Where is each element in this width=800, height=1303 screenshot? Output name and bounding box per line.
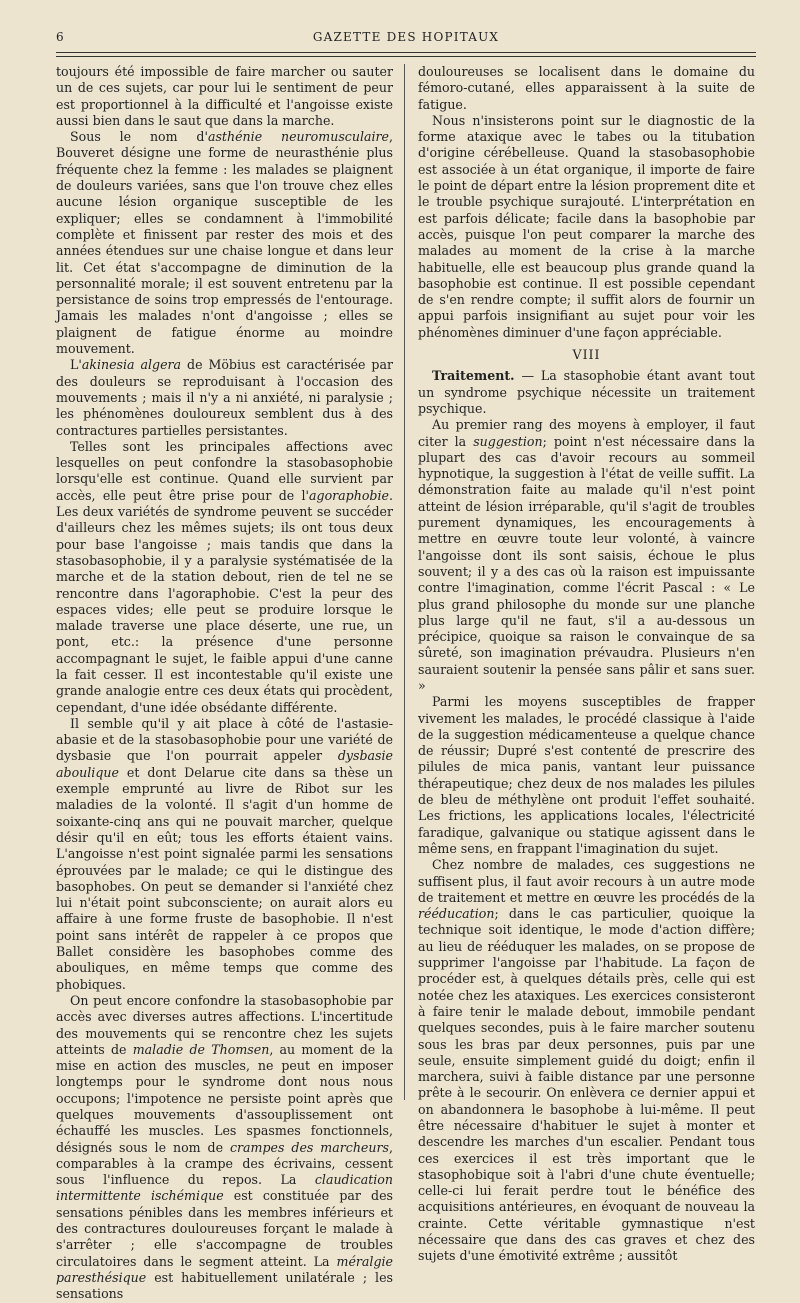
paragraph: Sous le nom d'asthénie neuromusculaire, Bouveret désigne une forme de neurasthénie plus fréquente chez la femme : les malades se plaignent de douleurs variées, sans que l'on trouve chez elles aucune lésion organique susceptible de les expliquer; elles se condamnent à l'immobilité complète et finissent par rester des mois et des années étendues sur une chaise longue et dans leur lit. Cet état s'accompagne de diminution de la personnalité morale; il est souvent entretenu par la persistance de soins trop empressés de l'entourage. Jamais les malades n'ont d'angoisse ; elles se plaignent de fatigue énorme au moindre mouvement. [56, 129, 393, 357]
paragraph: toujours été impossible de faire marcher ou sauter un de ces sujets, car pour lui le sentiment de peur est proportionnel à la difficulté et l'angoisse existe aussi bien dans le saut que dans la marche. [56, 64, 393, 128]
paragraph: Il semble qu'il y ait place à côté de l'astasie-abasie et de la stasobasophobie pour une variété de dysbasie que l'on pourrait appeler dysbasie aboulique et dont Delarue cite dans sa thèse un exemple emprunté au livre de Ribot sur les maladies de la volonté. Il s'agit d'un homme de soixante-cinq ans qui ne pouvait marcher, quelque désir qu'il en eût; tous les efforts étaient vains. L'angoisse n'est point signalée parmi les sensations éprouvées par le malade; ce qui le distingue des basophobes. On peut se demander si l'anxiété chez lui n'était point subconsciente; on aurait alors eu affaire à une forme fruste de basophobie. Il n'est point sans intérêt de rappeler à ce propos que Ballet considère les basophobes comme des abouliques, en même temps que comme des phobiques. [56, 715, 393, 992]
paragraph: Chez nombre de malades, ces suggestions ne suffisent plus, il faut avoir recours à un autre mode de traitement et mettre en œuvre les procédés de la rééducation; dans le cas particulier, quoique la technique soit identique, le mode d'action diffère; au lieu de rééduquer les malades, on se propose de supprimer l'angoisse par l'habitude. La façon de procéder est, à quelques détails près, celle qui est notée chez les ataxiques. Les exercices consisteront à faire tenir le malade debout, immobile pendant quelques secondes, puis à le faire marcher soutenu sous les bras par deux personnes, puis par une seule, ensuite simplement guidé du doigt; enfin il marchera, suivi à faible distance par une personne prête à le secourir. On enlèvera ce dernier appui et on abandonnera le basophobe à lui-même. Il peut être nécessaire d'habituer le sujet à monter et descendre les marches d'un escalier. Pendant tous ces exercices il est très important que le stasophobique soit à l'abri d'une chute éventuelle; celle-ci lui ferait perdre tout le bénéfice des acquisitions antérieures, en évoquant de nouveau la crainte. Cette véritable gymnastique n'est nécessaire que dans des cas graves et chez des sujets d'une émotivité extrême ; aussitôt [418, 857, 755, 1264]
page-header [56, 26, 756, 48]
paragraph: Au premier rang des moyens à employer, il faut citer la suggestion; point n'est nécessaire dans la plupart des cas d'avoir recours au sommeil hypnotique, la suggestion à l'état de veille suffit. La démonstration faite au malade qu'il n'est point atteint de lésion irréparable, qu'il s'agit de troubles purement dynamiques, les encouragements à mettre en œuvre toute leur volonté, à vaincre l'angoisse dont ils sont saisis, échoue le plus souvent; il y a des cas où la raison est impuissante contre l'imagination, comme l'écrit Pascal : « Le plus grand philosophe du monde sur une planche plus large qu'il ne faut, s'il a au-dessous un précipice, quoique sa raison le convainque de sa sûreté, son imagination prévaudra. Plusieurs n'en sauraient soutenir la pensée sans pâlir et sans suer. » [418, 417, 755, 693]
header-rule-thin [56, 56, 756, 57]
paragraph: On peut encore confondre la stasobasophobie par accès avec diverses autres affections. L'incertitude des mouvements qui se rencontre chez les sujets atteints de maladie de Thomsen, au moment de la mise en action des muscles, ne peut en imposer longtemps pour le syndrome dont nous nous occupons; l'impotence ne persiste point après que quelques mouvements d'assouplissement ont échauffé les muscles. Les spasmes fonctionnels, désignés sous le nom de crampes des marcheurs, comparables à la crampe des écrivains, cessent sous l'influence du repos. La claudication intermittente ischémique est constituée par des sensations pénibles dans les membres inférieurs et des contractures douloureuses forçant le malade à s'arrêter ; elle s'accompagne de troubles circulatoires dans le segment atteint. La méralgie paresthésique est habituellement unilatérale ; les sensations [56, 992, 393, 1302]
paragraph: Traitement. — La stasophobie étant avant tout un syndrome psychique nécessite un traitement psychique. [418, 368, 755, 416]
paragraph: Nous n'insisterons point sur le diagnostic de la forme ataxique avec le tabes ou la titubation d'origine cérébelleuse. Quand la stasobasophobie est associée à un état organique, il importe de faire le point de départ entre la lésion proprement dite et le trouble psychique surajouté. L'interprétation en est parfois délicate; facile dans la basophobie par accès, puisque l'on peut comparer la marche des malades au moment de la crise à la marche habituelle, elle est beaucoup plus grande quand la basophobie est continue. Il est possible cependant de s'en rendre compte; il suffit alors de fournir un appui parfois insignifiant au sujet pour voir les phénomènes diminuer d'une façon appréciable. [418, 112, 755, 340]
right-column [418, 64, 755, 1264]
header-rule-thick [56, 52, 756, 53]
column-divider [404, 64, 405, 1100]
paragraph: Telles sont les principales affections avec lesquelles on peut confondre la stasobasophobie lorsqu'elle est continue. Quand elle survient par accès, elle peut être prise pour de l'agoraphobie. Les deux variétés de syndrome peuvent se succéder d'ailleurs chez les mêmes sujets; ils ont tous deux pour base l'angoisse ; mais tandis que dans la stasobasophobie, il y a paralysie systématisée de la marche et de la station debout, rien de tel ne se rencontre dans l'agoraphobie. C'est la peur des espaces vides; elle peut se produire lorsque le malade traverse une place déserte, une rue, un pont, etc.: la présence d'une personne accompagnant le sujet, le faible appui d'une canne la fait cesser. Il est incontestable qu'il existe une grande analogie entre ces deux états qui procèdent, cependant, d'une idée obsédante différente. [56, 438, 393, 715]
running-title: GAZETTE DES HOPITAUX [312, 30, 500, 44]
paragraph: douloureuses se localisent dans le domaine du fémoro-cutané, elles apparaissent à la suite de fatigue. [418, 64, 755, 112]
paragraph: L'akinesia algera de Möbius est caractérisée par des douleurs se reproduisant à l'occasion des mouvements ; mais il n'y a ni anxiété, ni paralysie ; les phénomènes douloureux semblent dus à des contractures partielles persistantes. [56, 357, 393, 438]
section-number: VIII [572, 347, 601, 363]
section-heading: Traitement. [432, 368, 515, 384]
left-column [56, 64, 393, 1302]
paragraph: Parmi les moyens susceptibles de frapper vivement les malades, le procédé classique à l'aide de la suggestion médicamenteuse a quelque chance de réussir; Dupré s'est contenté de prescrire des pilules de mica panis, vantant leur puissance thérapeutique; chez deux de nos malades les pilules de bleu de méthylène ont produit l'effet souhaité. Les frictions, les applications locales, l'électricité faradique, galvanique ou statique agissent dans le même sens, en frappant l'imagination du sujet. [418, 694, 755, 856]
page-number: 6 [56, 30, 65, 44]
